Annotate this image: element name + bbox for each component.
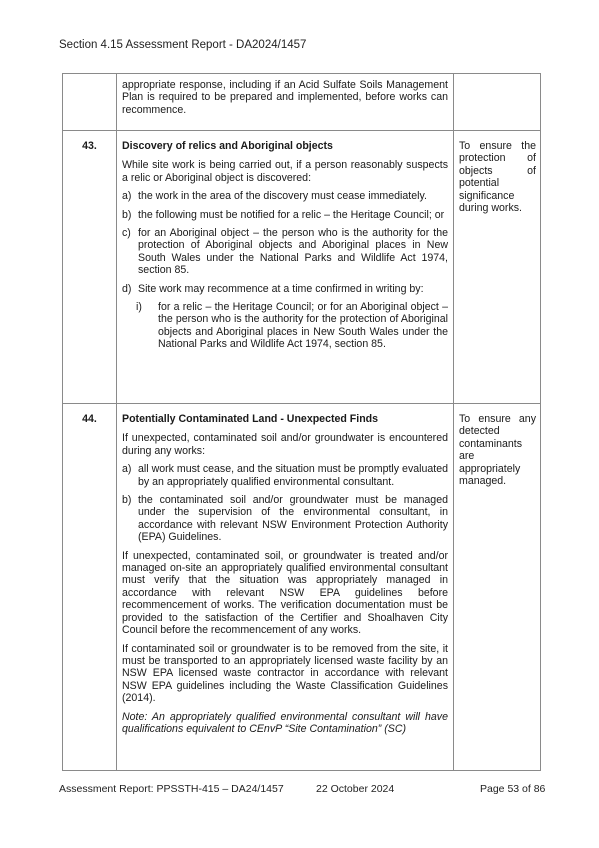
condition-note: Note: An appropriately qualified environmental consultant will have qualifications equivalent to CEnvP “Site Contamination” (SC) (122, 710, 448, 735)
list-item (122, 494, 448, 544)
conditions-table (62, 73, 541, 771)
sub-list-item (136, 301, 448, 351)
list-text: for a relic – the Heritage Council; or for an Aboriginal object – the person who is the authority for the protection of Aboriginal objects and Aboriginal places in New South Wales under the National Parks and Wildlife Act 1974, section 85. (158, 301, 448, 351)
number-cell (63, 74, 117, 131)
condition-title: Discovery of relics and Aboriginal objects (122, 140, 333, 152)
condition-cell (117, 131, 454, 404)
footer-report-id: Assessment Report: PPSSTH-415 – DA24/1457 (59, 783, 284, 795)
page-header: Section 4.15 Assessment Report - DA2024/1457 (59, 39, 307, 51)
condition-cell (117, 74, 454, 131)
condition-intro: While site work is being carried out, if a person reasonably suspects a relic or Aboriginal object is discovered: (122, 159, 448, 184)
list-marker: d) (122, 282, 132, 295)
reason-cell (454, 74, 541, 131)
list-item (122, 190, 448, 202)
list-text: the work in the area of the discovery must cease immediately. (138, 190, 427, 203)
footer-date: 22 October 2024 (316, 783, 395, 795)
condition-intro: If unexpected, contaminated soil and/or groundwater is encountered during any works: (122, 432, 448, 457)
list-marker: a) (122, 190, 132, 203)
footer-page-number: Page 53 of 86 (480, 783, 546, 795)
list-item (122, 209, 448, 221)
list-marker: c) (122, 227, 131, 240)
table-row-condition-44 (63, 404, 541, 771)
condition-number: 43. (63, 131, 117, 404)
reason-cell: To ensure any detected contaminants are appropriately managed. (454, 404, 541, 771)
reason-cell: To ensure the protection of objects of potential significance during works. (454, 131, 541, 404)
list-marker: b) (122, 208, 132, 221)
table-row-continuation (63, 74, 541, 131)
list-marker: b) (122, 494, 132, 507)
continuation-text: appropriate response, including if an Acid Sulfate Soils Management Plan is required to be prepared and implemented, before works can recommence. (122, 79, 448, 116)
list-item (122, 283, 448, 295)
list-item (122, 227, 448, 277)
condition-title: Potentially Contaminated Land - Unexpected Finds (122, 413, 379, 425)
condition-paragraph: If contaminated soil or groundwater is to be removed from the site, it must be transported to an appropriately licensed waste facility by an NSW EPA licensed waste contractor in accordance with relevant NSW EPA guidelines including the Waste Classification Guidelines (2014). (122, 642, 448, 705)
condition-number: 44. (63, 404, 117, 771)
list-text: for an Aboriginal object – the person who is the authority for the protection of Aboriginal objects and Aboriginal places in New South Wales under the National Parks and Wildlife Act 1974, section 85. (138, 227, 448, 277)
list-text: all work must cease, and the situation must be promptly evaluated by an appropriately qualified environmental consultant. (138, 463, 448, 488)
table-row-condition-43 (63, 131, 541, 404)
list-marker: a) (122, 463, 132, 476)
list-marker: i) (136, 301, 142, 314)
condition-paragraph: If unexpected, contaminated soil, or groundwater is treated and/or managed on-site an appropriately qualified environmental consultant must verify that the situation was appropriately managed in accordance with relevant NSW EPA guidelines before recommencement of works. The verification documentation must be provided to the satisfaction of the Certifier and Shoalhaven City Council before the recommencement of any works. (122, 549, 448, 637)
list-text: the following must be notified for a relic – the Heritage Council; or (138, 208, 445, 221)
list-text: Site work may recommence at a time confirmed in writing by: (138, 282, 424, 295)
list-text: the contaminated soil and/or groundwater must be managed under the supervision of the environmental consultant, in accordance with relevant NSW Environment Protection Authority (EPA) Guidelines. (138, 494, 448, 544)
list-item (122, 463, 448, 488)
condition-cell (117, 404, 454, 771)
